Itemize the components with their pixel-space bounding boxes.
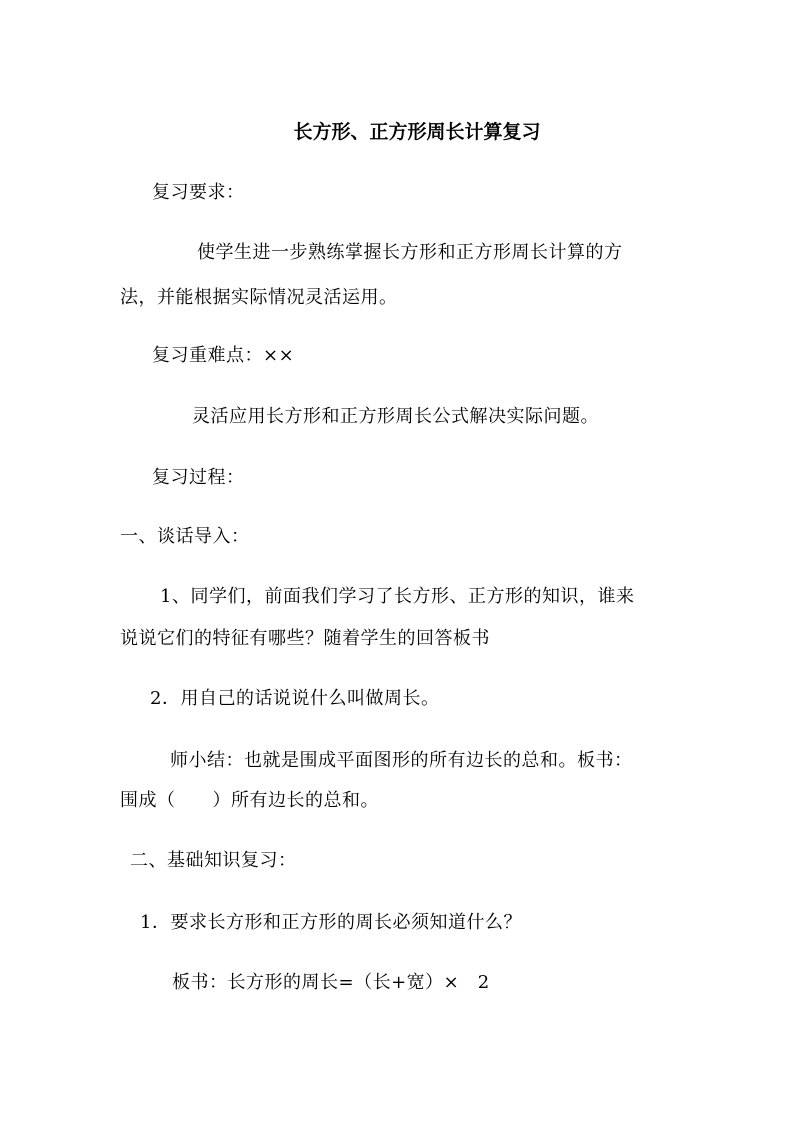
question-1: 1．要求长方形和正方形的周长必须知道什么？ xyxy=(140,912,522,933)
requirement-line-2: 法，并能根据实际情况灵活运用。 xyxy=(120,287,398,308)
section-1-heading: 一、谈话导入： xyxy=(120,526,250,547)
document-title: 长方形、正方形周长计算复习 xyxy=(293,121,541,143)
summary-line-1: 师小结：也就是围成平面图形的所有边长的总和。板书： xyxy=(170,750,633,771)
requirement-line-1: 使学生进一步熟练掌握长方形和正方形周长计算的方 xyxy=(197,242,623,263)
section-2-heading: 二、基础知识复习： xyxy=(130,850,297,871)
process-heading: 复习过程： xyxy=(152,467,245,488)
item-1-line-2: 说说它们的特征有哪些？随着学生的回答板书 xyxy=(120,628,490,649)
review-requirements-heading: 复习要求： xyxy=(152,182,245,203)
item-1-line-1: 1、同学们，前面我们学习了长方形、正方形的知识，谁来 xyxy=(160,586,635,607)
board-formula: 板书：长方形的周长=（长+宽）× 2 xyxy=(172,972,490,993)
summary-line-2: 围成（ ）所有边长的总和。 xyxy=(120,790,379,811)
key-points-text: 灵活应用长方形和正方形周长公式解决实际问题。 xyxy=(192,406,599,427)
item-2: 2．用自己的话说说什么叫做周长。 xyxy=(150,688,440,709)
key-points-heading: 复习重难点：×× xyxy=(152,345,295,366)
